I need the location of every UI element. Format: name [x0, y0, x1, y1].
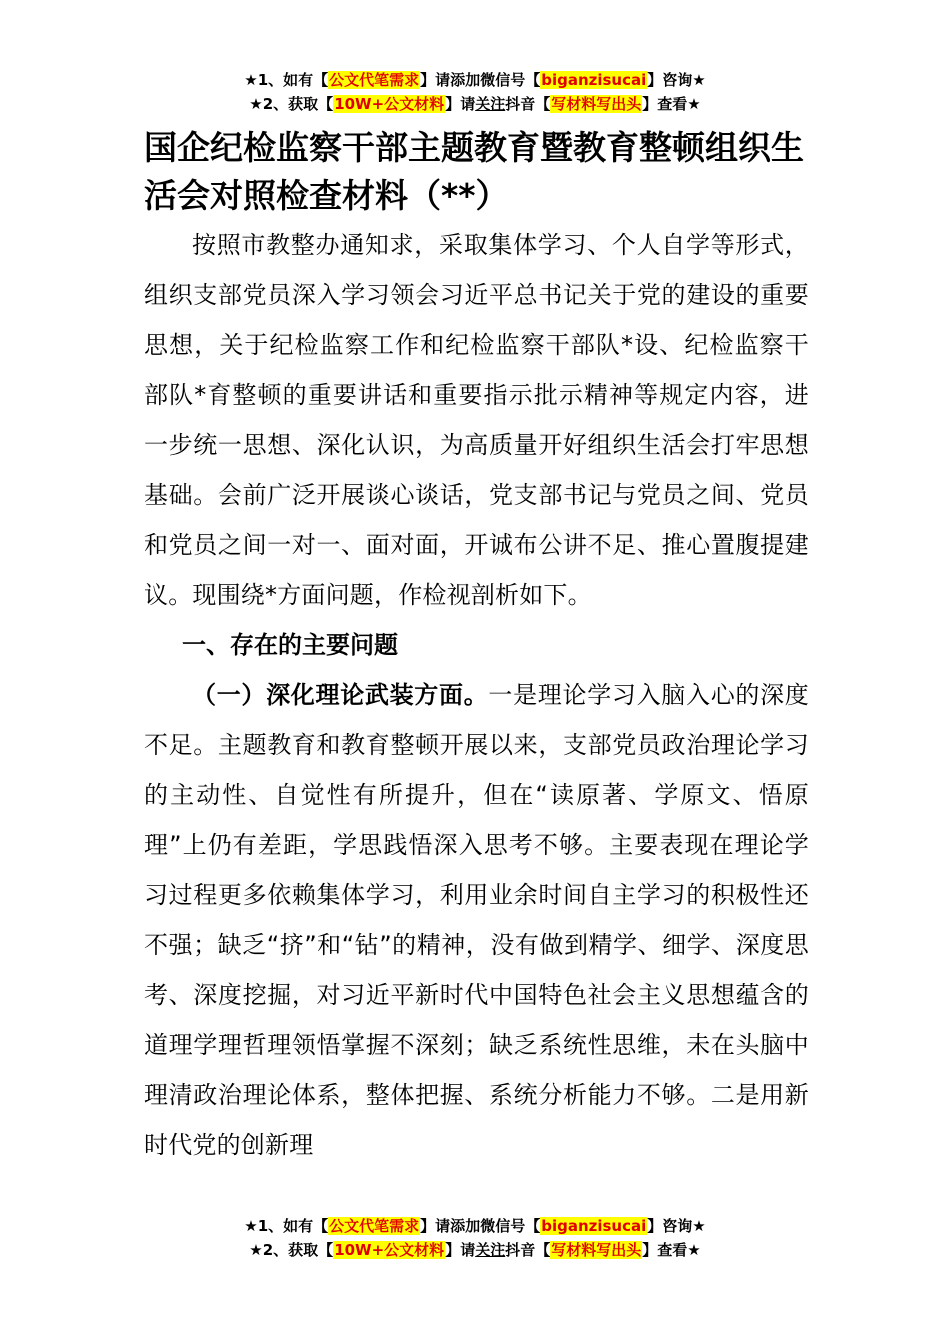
- section-heading: 一、存在的主要问题: [182, 631, 398, 659]
- promo-text: 关注: [475, 95, 506, 113]
- promo-highlight: 10W+公文材料: [334, 1241, 445, 1259]
- document-title: 国企纪检监察干部主题教育暨教育整顿组织生活会对照检查材料（**）: [144, 128, 804, 215]
- promo-text: ★2、获取【: [249, 95, 334, 113]
- document-body: [144, 124, 809, 1170]
- promo-line-1: [0, 68, 950, 92]
- promo-highlight: 写材料写出头: [551, 1241, 642, 1259]
- promo-text: 关注: [475, 1241, 506, 1259]
- promo-highlight: biganzisucai: [541, 1217, 647, 1235]
- promo-text: 微信号【: [480, 1217, 541, 1235]
- intro-paragraph: 按照市教整办通知求，采取集体学习、个人自学等形式，组织支部党员深入学习领会习近平总书记关于党的建设的重要思想，关于纪检监察工作和纪检监察干部队*设、纪检监察干部队*育整顿的重要讲话和重要指示批示精神等规定内容，进一步统一思想、深化认识，为高质量开好组织生活会打牢思想基础。会前广泛开展谈心谈话，党支部书记与党员之间、党员和党员之间一对一、面对面，开诚布公讲不足、推心置腹提建议。现围绕*方面问题，作检视剖析如下。: [144, 231, 809, 609]
- promo-highlight: 公文代笔需求: [329, 71, 420, 89]
- promo-text: 抖音【: [505, 1241, 551, 1259]
- promo-footer: [0, 1214, 950, 1262]
- promo-header: [0, 68, 950, 116]
- promo-text: 加: [465, 1217, 481, 1235]
- subsection-paragraph: [144, 670, 809, 1170]
- promo-line-2: [0, 92, 950, 116]
- subsection-text: 一是理论学习入脑入心的深度不足。主题教育和教育整顿开展以来，支部党员政治理论学习的主动性、自觉性有所提升，但在“读原著、学原文、悟原理”上仍有差距，学思践悟深入思考不够。主要表现在理论学习过程更多依赖集体学习，利用业余时间自主学习的积极性还不强；缺乏“挤”和“钻”的精神，没有做到精学、细学、深度思考、深度挖掘，对习近平新时代中国特色社会主义思想蕴含的道理学理哲理领悟掌握不深刻；缺乏系统性思维，未在头脑中理清政治理论体系，整体把握、系统分析能力不够。二是用新时代党的创新理: [144, 681, 809, 1159]
- promo-text: ★1、如有【: [244, 1217, 329, 1235]
- promo-highlight: 写材料写出头: [551, 95, 642, 113]
- promo-highlight: 公文代笔需求: [329, 1217, 420, 1235]
- promo-text: ★1、如有【: [244, 71, 329, 89]
- promo-text: 】请添: [420, 1217, 466, 1235]
- promo-text: 】请: [445, 1241, 476, 1259]
- promo-text: 】请添: [420, 71, 466, 89]
- promo-text: 】查看★: [642, 1241, 701, 1259]
- promo-line-2: [0, 1238, 950, 1262]
- promo-highlight: biganzisucai: [541, 71, 647, 89]
- promo-highlight: 10W+公文材料: [334, 95, 445, 113]
- promo-text: 微信号【: [480, 71, 541, 89]
- promo-text: 加: [465, 71, 481, 89]
- promo-text: 】咨询★: [647, 1217, 706, 1235]
- promo-text: ★2、获取【: [249, 1241, 334, 1259]
- subsection-heading: （一）深化理论武装方面。: [192, 681, 489, 709]
- promo-text: 抖音【: [505, 95, 551, 113]
- promo-text: 】请: [445, 95, 476, 113]
- promo-line-1: [0, 1214, 950, 1238]
- promo-text: 】查看★: [642, 95, 701, 113]
- promo-text: 】咨询★: [647, 71, 706, 89]
